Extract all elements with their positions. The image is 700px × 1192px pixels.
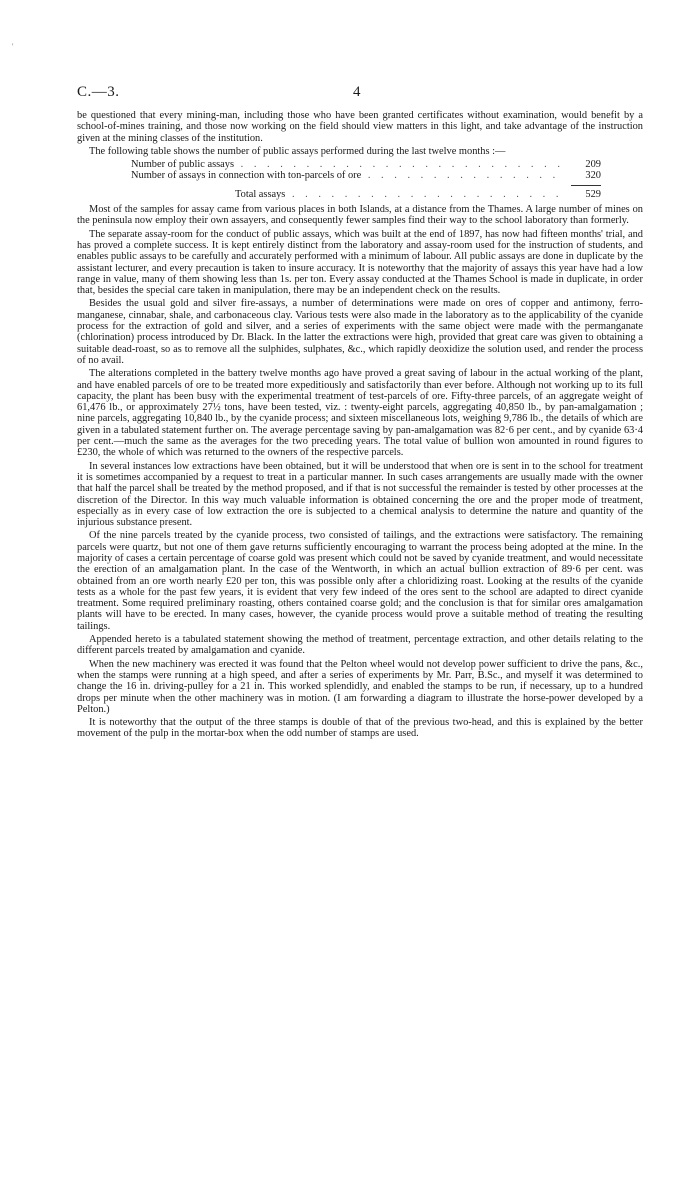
paragraph: Appended hereto is a tabulated statement showing the method of treatment, percentage extraction, and other details relating to the different parcels treated by amalgamation and cyanide.	[77, 634, 643, 657]
page-number: 4	[353, 84, 361, 100]
assay-row	[77, 159, 601, 170]
paragraph: Of the nine parcels treated by the cyanide process, two consisted of tailings, and the extractions were satisfactory. The remaining parcels were quartz, but not one of them gave returns sufficiently encouraging to warrant the process being adopted at the mine. In the majority of cases a certain percentage of coarse gold was present which could not be saved by cyanide treatment, and would necessitate the erection of an amalgamation plant. In the case of the Wentworth, in which an actual bullion extraction of 89·6 per cent. was obtained from an ore worth nearly £20 per ton, this was possible only after a chloridizing roast. Looking at the results of the cyanide tests as a whole for the past few years, it is evident that very few indeed of the ores sent to the school are adapted to direct cyanide treatment. Some required preliminary roasting, others contained coarse gold; and the conclusion is that for similar ores amalgamation plants will have to be erected. In many cases, however, the cyanide process would prove a suitable method of treating the resulting tailings.	[77, 530, 643, 632]
assay-row	[77, 170, 601, 181]
paragraph: It is noteworthy that the output of the three stamps is double of that of the previous two-head, and this is explained by the better movement of the pulp in the mortar-box when the odd number of stamps are used.	[77, 717, 643, 740]
sum-rule	[77, 182, 601, 188]
paragraph: In several instances low extractions have been obtained, but it will be understood that when ore is sent in to the school for treatment it is sometimes accompanied by a request to treat in a particular manner. In such cases arrangements are usually made with the owner that half the parcel shall be treated by the method proposed, and if that is not successful the remainder is tested by other processes at the discretion of the Director. In this way much valuable information is obtained concerning the ore and the proper mode of treatment, especially as in every case of low extraction the ore is subjected to a chemical analysis to determine the nature and quantity of the injurious substance present.	[77, 460, 643, 529]
margin-mark: '	[12, 42, 14, 51]
assay-row-label: Number of public assays . . .	[131, 159, 561, 170]
body-text	[77, 110, 643, 740]
paragraph: Most of the samples for assay came from various places in both Islands, at a distance from the Thames. A large number of mines on the peninsula now employ their own assayers, and consequently fewer samples find their way to the school laboratory than formerly.	[77, 204, 643, 227]
paragraph: The alterations completed in the battery twelve months ago have proved a great saving of labour in the actual working of the plant, and have enabled parcels of ore to be treated more expeditiously and satisfactorily than ever before. Although not working up to its full capacity, the plant has been busy with the experimental treatment of test-parcels of ore. Fifty-three parcels, of an aggregate weight of 61,476 lb., or approximately 27½ tons, have been tested, viz. : twenty-eight parcels, aggregating 40,850 lb., by pan-amalgamation ; nine parcels, aggregating 10,840 lb., by the cyanide process; and sixteen miscellaneous lots, weighing 9,786 lb., the details of which are given in a tabulated statement further on. The average percentage saving by pan-amalgamation was 82·6 per cent., and by cyanide 63·4 per cent.—much the same as the averages for the two preceding years. The total value of bullion won amounted in round figures to £230, the whole of which was returned to the owners of the respective parcels.	[77, 368, 643, 459]
paragraph: The separate assay-room for the conduct of public assays, which was built at the end of 1897, has now had fifteen months' trial, and has proved a complete success. It is kept entirely distinct from the laboratory and assay-room used for the instruction of students, and enables public assays to be carefully and accurately performed with a minimum of labour. All public assays are done in duplicate by the assistant lecturer, and every precaution is taken to insure accuracy. It is noteworthy that the majority of assays this year have had a low range in value, many of them showing less than 1s. per ton. Every assay conducted at the Thames School is made in duplicate, in order that, besides the special care taken in manipulation, there may be an independent check on the results.	[77, 228, 643, 297]
page-header	[77, 84, 642, 104]
assay-table	[77, 159, 643, 200]
paragraph: Besides the usual gold and silver fire-assays, a number of determinations were made on ores of copper and antimony, ferro-manganese, cinnabar, shale, and carbonaceous clay. Various tests were also made in the laboratory as to the applicability of the cyanide process for the extraction of gold and silver, and a series of experiments with the same object were made with the permanganate (chlorination) process introduced by Dr. Black. In the latter the extractions were high, provided that great care was given to obtaining a suitable dead-roast, so as to remove all the sulphides, sulphates, &c., which rapidly deoxidize the solution used, and render the process of no avail.	[77, 298, 643, 366]
assay-total-label: Total assays . . .	[235, 189, 561, 200]
assay-row-value: 209	[585, 159, 601, 171]
paragraph: The following table shows the number of public assays performed during the last twelve months :—	[89, 145, 506, 157]
assay-row-value: 320	[585, 170, 601, 182]
document-reference: C.—3.	[77, 84, 120, 100]
assay-total-row	[77, 189, 601, 200]
assay-total-value: 529	[585, 188, 601, 200]
assay-row-label: Number of assays in connection with ton-parcels of ore . . .	[131, 170, 561, 181]
paragraph: When the new machinery was erected it was found that the Pelton wheel would not develop power sufficient to drive the pans, &c., when the stamps were running at a high speed, and after a series of experiments by Mr. Parr, B.Sc., and myself it was determined to change the 16 in. driving-pulley for a 21 in. This worked splendidly, and enabled the stamps to be run, if necessary, up to a hundred drops per minute when the other machinery was in motion. (I am forwarding a diagram to illustrate the horse-power developed by a Pelton.)	[77, 658, 643, 715]
paragraph: be questioned that every mining-man, including those who have been granted certificates without examination, would benefit by a school-of-mines training, and those now working on the field should view matters in this light, and take advantage of the instruction given at the mining classes of the institution.	[77, 110, 643, 144]
